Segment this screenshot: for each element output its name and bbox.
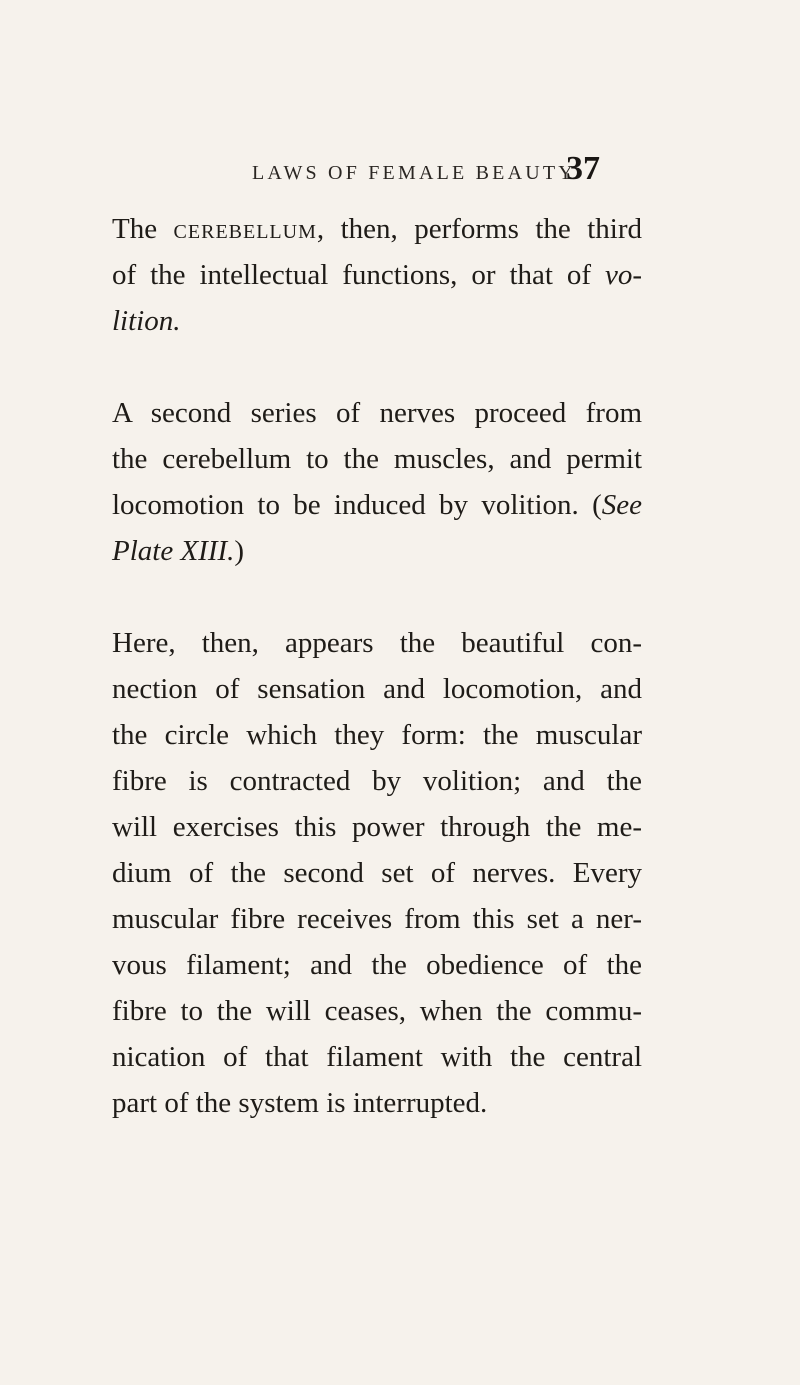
- line-text: ): [234, 535, 245, 567]
- page-number: 37: [566, 150, 600, 187]
- line-text: of the intellectual functions, or that of: [112, 259, 605, 291]
- text-line: Here, then, appears the beautiful con-: [112, 627, 642, 659]
- text-line: [112, 298, 642, 344]
- text-line: [112, 206, 642, 252]
- paragraph-2: [112, 390, 642, 574]
- text-line: fibre to the will ceases, when the commu-: [112, 995, 642, 1027]
- page-header: [0, 150, 800, 190]
- italic-text: Plate XIII.: [112, 535, 235, 567]
- body-text: [112, 206, 642, 1126]
- italic-text: See: [601, 489, 642, 521]
- text-line: will exercises this power through the me-: [112, 811, 642, 843]
- text-line: A second series of nerves proceed from: [112, 397, 642, 429]
- text-line: [112, 252, 642, 298]
- line-text: locomotion to be induced by volition. (: [112, 489, 602, 521]
- text-line: [112, 528, 642, 574]
- small-caps-term: cerebellum: [173, 213, 317, 245]
- text-line: nection of sensation and locomotion, and: [112, 673, 642, 705]
- text-line: muscular fibre receives from this set a ner-: [112, 903, 642, 935]
- paragraph-1: [112, 206, 642, 344]
- text-line: dium of the second set of nerves. Every: [112, 857, 642, 889]
- text-line: nication of that filament with the central: [112, 1041, 642, 1073]
- line-text: , then, performs the third: [316, 213, 642, 245]
- paragraph-3: [112, 620, 642, 1126]
- text-line: the cerebellum to the muscles, and permit: [112, 443, 642, 475]
- italic-text: vo-: [604, 259, 642, 291]
- text-line: part of the system is interrupted.: [112, 1087, 488, 1119]
- text-line: vous filament; and the obedience of the: [112, 949, 642, 981]
- text-line: fibre is contracted by volition; and the: [112, 765, 642, 797]
- text-line: [112, 482, 642, 528]
- running-head: LAWS OF FEMALE BEAUTY.: [252, 162, 582, 184]
- text-line: the circle which they form: the muscular: [112, 719, 642, 751]
- line-text: The: [112, 213, 174, 245]
- italic-text: lition.: [112, 305, 181, 337]
